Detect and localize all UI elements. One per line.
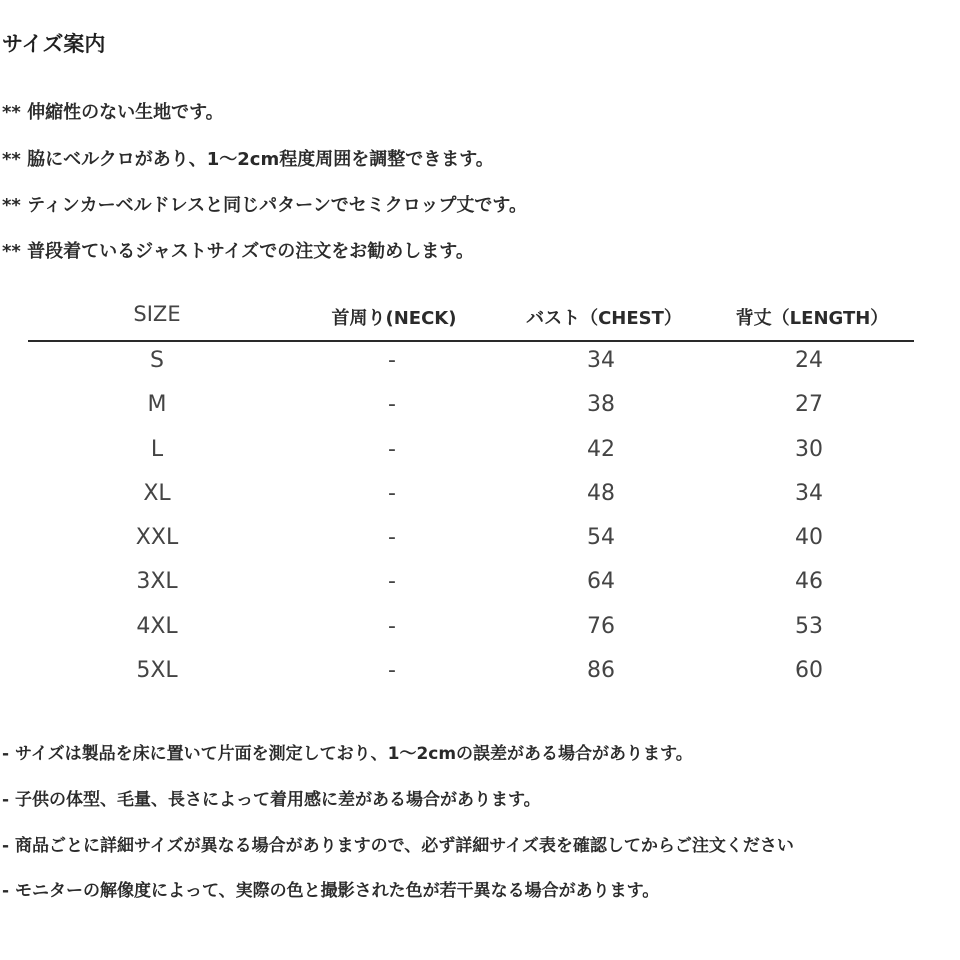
cell-size: 4XL bbox=[136, 613, 178, 639]
header-chest: バスト（CHEST） bbox=[526, 308, 682, 329]
cell-size: 3XL bbox=[136, 569, 178, 595]
cell-length: 34 bbox=[795, 480, 823, 506]
cell-length: 40 bbox=[795, 525, 823, 551]
size-table bbox=[28, 300, 914, 696]
cell-chest: 38 bbox=[587, 392, 615, 418]
cell-length: 46 bbox=[795, 569, 823, 595]
cell-chest: 54 bbox=[587, 525, 615, 551]
cell-neck: - bbox=[388, 525, 396, 551]
note-item: ** 伸縮性のない生地です。 bbox=[2, 102, 224, 123]
cell-length: 24 bbox=[795, 348, 823, 373]
cell-length: 30 bbox=[795, 436, 823, 462]
table-row bbox=[28, 431, 914, 475]
cell-length: 53 bbox=[795, 613, 823, 639]
table-row bbox=[28, 652, 914, 696]
table-row bbox=[28, 519, 914, 563]
page-title: サイズ案内 bbox=[2, 32, 106, 56]
cell-size: XL bbox=[143, 480, 171, 506]
table-header bbox=[28, 300, 914, 342]
cell-chest: 86 bbox=[587, 658, 615, 684]
cell-chest: 76 bbox=[587, 613, 615, 639]
cell-size: 5XL bbox=[136, 658, 178, 684]
cell-neck: - bbox=[388, 613, 396, 639]
header-length: 背丈（LENGTH） bbox=[735, 308, 889, 329]
cell-size: L bbox=[150, 436, 164, 462]
cell-size: S bbox=[150, 348, 164, 373]
cell-neck: - bbox=[388, 569, 396, 595]
cell-chest: 64 bbox=[587, 569, 615, 595]
cell-size: XXL bbox=[135, 525, 179, 551]
footer-note: - 子供の体型、毛量、長さによって着用感に差がある場合があります。 bbox=[2, 790, 541, 810]
note-item: ** 普段着ているジャストサイズでの注文をお勧めします。 bbox=[2, 241, 474, 262]
footer-note: - 商品ごとに詳細サイズが異なる場合がありますので、必ず詳細サイズ表を確認してからご注文ください bbox=[2, 836, 794, 856]
table-row bbox=[28, 475, 914, 519]
table-row bbox=[28, 563, 914, 607]
footer-note: - モニターの解像度によって、実際の色と撮影された色が若干異なる場合があります。 bbox=[2, 881, 660, 901]
cell-neck: - bbox=[388, 436, 396, 462]
cell-size: M bbox=[147, 392, 167, 418]
cell-chest: 48 bbox=[587, 480, 615, 506]
table-row bbox=[28, 608, 914, 652]
table-row bbox=[28, 386, 914, 430]
cell-chest: 34 bbox=[587, 348, 615, 373]
cell-neck: - bbox=[388, 392, 396, 418]
cell-length: 60 bbox=[795, 658, 823, 684]
cell-neck: - bbox=[388, 658, 396, 684]
cell-neck: - bbox=[388, 480, 396, 506]
header-neck: 首周り(NECK) bbox=[331, 308, 457, 329]
cell-neck: - bbox=[388, 348, 396, 373]
note-item: ** 脇にベルクロがあり、1～2cm程度周囲を調整できます。 bbox=[2, 149, 494, 170]
cell-chest: 42 bbox=[587, 436, 615, 462]
cell-length: 27 bbox=[795, 392, 823, 418]
table-row bbox=[28, 342, 914, 386]
note-item: ** ティンカーベルドレスと同じパターンでセミクロップ丈です。 bbox=[2, 195, 527, 216]
header-size: SIZE bbox=[133, 302, 181, 326]
footer-note: - サイズは製品を床に置いて片面を測定しており、1～2cmの誤差がある場合があります。 bbox=[2, 744, 693, 764]
